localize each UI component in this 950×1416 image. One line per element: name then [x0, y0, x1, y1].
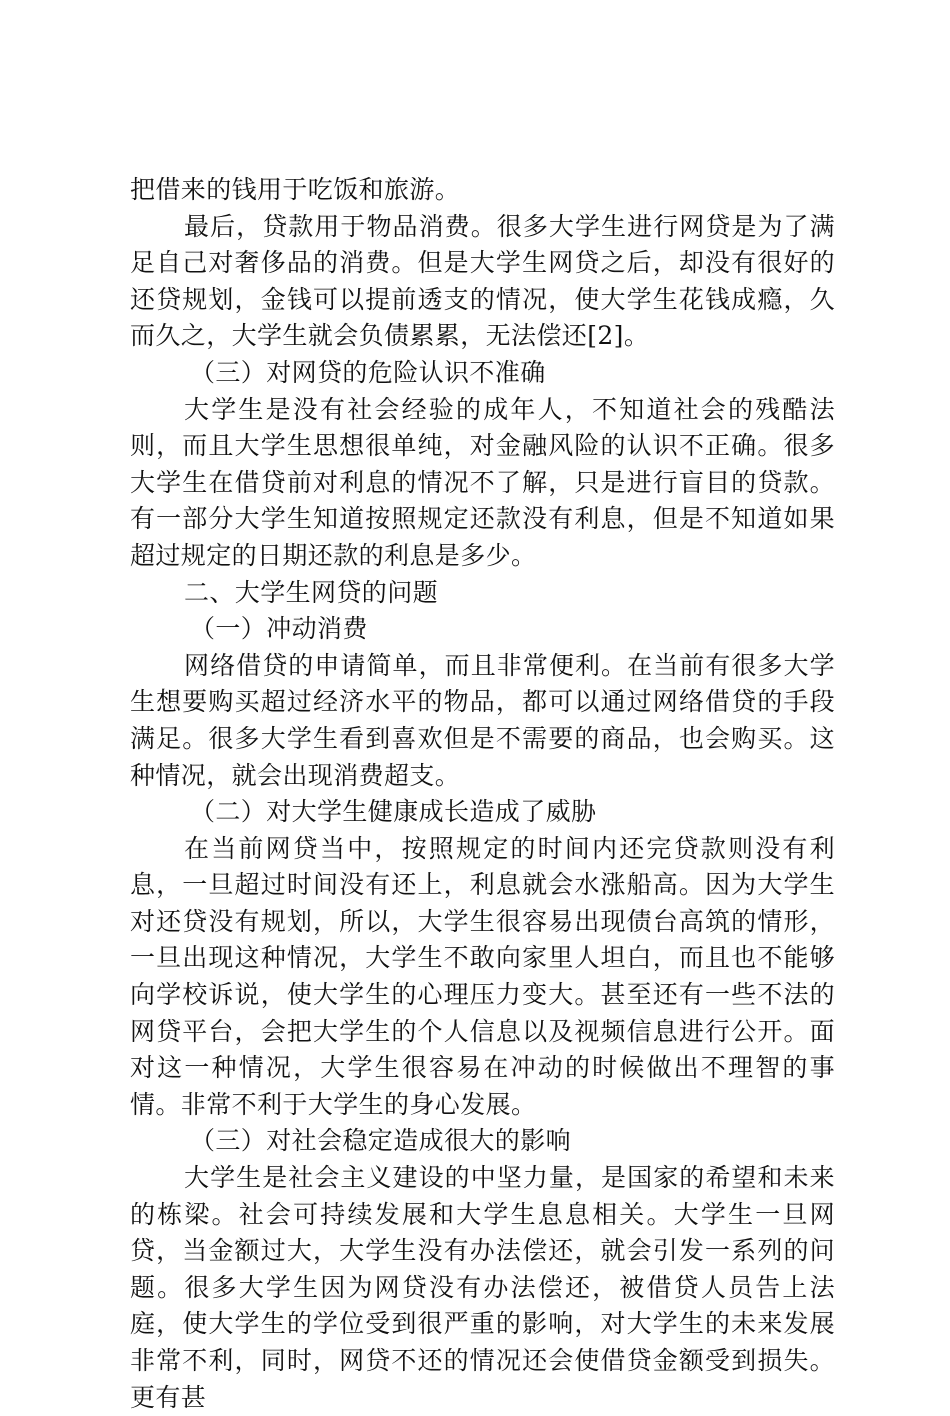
paragraph-social-stability: 大学生是社会主义建设的中坚力量，是国家的希望和未来的栋梁。社会可持续发展和大学生息息相关。大学生一旦网贷，当金额过大，大学生没有办法偿还，就会引发一系列的问题。很多大学生因为网贷没有办法偿还，被借贷人员告上法庭，使大学生的学位受到很严重的影响，对大学生的未来发展非常不利，同时，网贷不还的情况还会使借贷金额受到损失。更有甚: [130, 1163, 835, 1412]
paragraph-risk-awareness: 大学生是没有社会经验的成年人，不知道社会的残酷法则，而且大学生思想很单纯，对金融风险的认识不正确。很多大学生在借贷前对利息的情况不了解，只是进行盲目的贷款。有一部分大学生知道按照规定还款没有利息，但是不知道如果超过规定的日期还款的利息是多少。: [130, 394, 835, 570]
section-heading-problems: 二、大学生网贷的问题: [184, 577, 439, 607]
subheading-social-stability: （三）对社会稳定造成很大的影响: [190, 1126, 572, 1156]
subheading-risk-awareness: （三）对网贷的危险认识不准确: [190, 357, 546, 387]
subheading-health-threat: （二）对大学生健康成长造成了威胁: [190, 797, 597, 827]
paragraph-loan-consumption: 最后，贷款用于物品消费。很多大学生进行网贷是为了满足自己对奢侈品的消费。但是大学生网贷之后，却没有很好的还贷规划，金钱可以提前透支的情况，使大学生花钱成瘾，久而久之，大学生就会负债累累，无法偿还[2]。: [130, 211, 835, 351]
document-body: [130, 172, 835, 1416]
paragraph-health-threat: 在当前网贷当中，按照规定的时间内还完贷款则没有利息，一旦超过时间没有还上，利息就会水涨船高。因为大学生对还贷没有规划，所以，大学生很容易出现债台高筑的情形，一旦出现这种情况，大学生不敢向家里人坦白，而且也不能够向学校诉说，使大学生的心理压力变大。甚至还有一些不法的网贷平台，会把大学生的个人信息以及视频信息进行公开。面对这一种情况，大学生很容易在冲动的时候做出不理智的事情。非常不利于大学生的身心发展。: [130, 833, 835, 1119]
paragraph-continued: 把借来的钱用于吃饭和旅游。: [130, 175, 461, 204]
paragraph-impulse-consumption: 网络借贷的申请简单，而且非常便利。在当前有很多大学生想要购买超过经济水平的物品，都可以通过网络借贷的手段满足。很多大学生看到喜欢但是不需要的商品，也会购买。这种情况，就会出现消费超支。: [130, 650, 835, 790]
subheading-impulse-consumption: （一）冲动消费: [190, 614, 368, 644]
